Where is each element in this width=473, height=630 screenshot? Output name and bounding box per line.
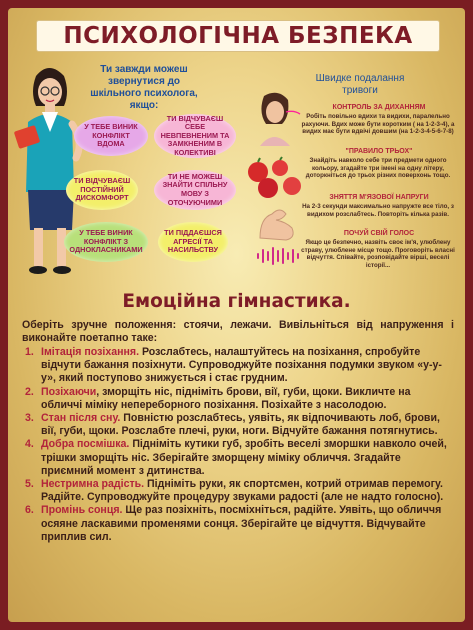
gymnastics-step xyxy=(22,346,454,386)
step-text: , зморщіть ніс, підніміть брови, вії, губи, щоки. Викличте на обличчі міміку непереборного позіхання. Позіхайте з насолодою. xyxy=(41,385,411,411)
step-name: Нестримна радість. xyxy=(41,478,145,491)
reason-cloud: У ТЕБЕ ВИНИК КОНФЛІКТ ВДОМА xyxy=(74,116,148,156)
three-objects-icon xyxy=(244,156,306,202)
gymnastics-step xyxy=(22,438,454,478)
gymnastics-step xyxy=(22,386,454,412)
technique-text: Знайдіть навколо себе три предмети одного кольору, згадайте три імені на одну літеру, доторкніться до трьох різних поверхонь тощо. xyxy=(305,157,451,180)
page-title: ПСИХОЛОГІЧНА БЕЗПЕКА xyxy=(63,23,413,49)
step-number: 1. xyxy=(25,346,34,358)
technique-title: КОНТРОЛЬ ЗА ДИХАННЯМ xyxy=(332,104,426,111)
step-text: Підніміть кутики губ, зробіть веселі зморшки навколо очей, трішки зморщіть ніс. Зберігайте зморщену міміку обличчя. Згадайте приємний момент з дитинства. xyxy=(41,438,447,477)
technique-title: ПОЧУЙ СВІЙ ГОЛОС xyxy=(343,230,415,237)
poster-body xyxy=(8,8,465,622)
step-name: Імітація позіхання. xyxy=(41,346,140,358)
step-name: Позіхаючи xyxy=(41,385,97,398)
step-number: 4. xyxy=(25,438,34,451)
step-text: Повністю розслабтесь, уявіть, як відпочивають лоб, брови, вії, губи, щоки. Розслабте плечі, руки, ноги. Відчуйте бажання потягнутись. xyxy=(41,412,440,438)
technique-title: ЗНЯТТЯ М'ЯЗОВОЇ НАПРУГИ xyxy=(329,194,429,201)
breathing-woman-icon xyxy=(252,90,302,150)
gymnastics-intro: Оберіть зручне положення: стоячи, лежачи. Вивільніться від напруження і виконайте поетапно таке: xyxy=(22,319,454,344)
step-text: Підніміть руки, як спортсмен, котрий отримав перемогу. Радійте. Супроводжуйте процедуру звуками радості (але не надто голосно). xyxy=(41,478,444,504)
psychologist-lead-text: Ти завжди можеш звернутися до шкільного психолога, якщо: xyxy=(90,64,198,111)
step-name: Стан після сну. xyxy=(41,412,121,425)
technique-text: На 2-3 секунди максимально напружте все тіло, з видихом розслабтесь. Повторіть кілька разів. xyxy=(302,203,454,218)
sound-wave-icon xyxy=(254,246,302,266)
step-text: Ще раз позіхніть, посміхніться, радійте. Уявіть, що обличчя осяяне ласкавими променями сонця. Зберігайте це відчуття. Відчувайте приплив сил. xyxy=(41,504,442,543)
muscle-arm-icon xyxy=(256,204,300,244)
reason-cloud: ТИ ПІДДАЄШСЯ АГРЕСІЇ ТА НАСИЛЬСТВУ xyxy=(158,222,228,262)
technique-text: Якщо це безпечно, назвіть своє ім'я, улюблену страву, улюблене місце тощо. Проговоріть власні відчуття. Співайте, розповідайте вірші, веселі історії... xyxy=(301,239,455,270)
step-number: 3. xyxy=(25,412,34,425)
gymnastics-step xyxy=(22,504,454,544)
technique-title: "ПРАВИЛО ТРЬОХ" xyxy=(345,148,413,155)
reason-cloud: ТИ НЕ МОЖЕШ ЗНАЙТИ СПІЛЬНУ МОВУ З ОТОЧУЮЧИМИ xyxy=(154,170,236,210)
gymnastics-step xyxy=(22,412,454,438)
gymnastics-title: Емоційна гімнастика. xyxy=(122,291,351,312)
title-banner xyxy=(36,20,440,52)
reason-cloud: ТИ ВІДЧУВАЄШ СЕБЕ НЕВПЕВНЕНИМ ТА ЗАМКНЕНИМ В КОЛЕКТИВІ xyxy=(154,114,236,158)
step-number: 6. xyxy=(25,504,34,517)
step-number: 5. xyxy=(25,478,34,491)
technique-text: Робіть повільно вдихи та видихи, паралельно рахуючи. Вдих може бути коротким ( на 1-2-3-4), а видих має бути вдвічі довшим (на 1-2-3-4-5-6-7-8) xyxy=(301,113,455,136)
anxiety-heading: Швидке подалання тривоги xyxy=(315,73,405,96)
gymnastics-steps xyxy=(22,346,454,544)
step-name: Добра посмішка. xyxy=(41,438,130,451)
reason-cloud: ТИ ВІДЧУВАЄШ ПОСТІЙНИЙ ДИСКОМФОРТ xyxy=(66,170,138,210)
gymnastics-step xyxy=(22,478,454,504)
step-number: 2. xyxy=(25,385,34,398)
step-name: Промінь сонця. xyxy=(41,504,123,517)
reason-cloud: У ТЕБЕ ВИНИК КОНФЛІКТ З ОДНОКЛАСНИКАМИ xyxy=(64,222,148,262)
step-text: Розслабтесь, налаштуйтесь на позіхання, спробуйте відчути бажання позіхнути. Супроводжуйте позіхання подумки звуком «у-у-у», який поступово знижується і стає грудним. xyxy=(41,346,442,385)
